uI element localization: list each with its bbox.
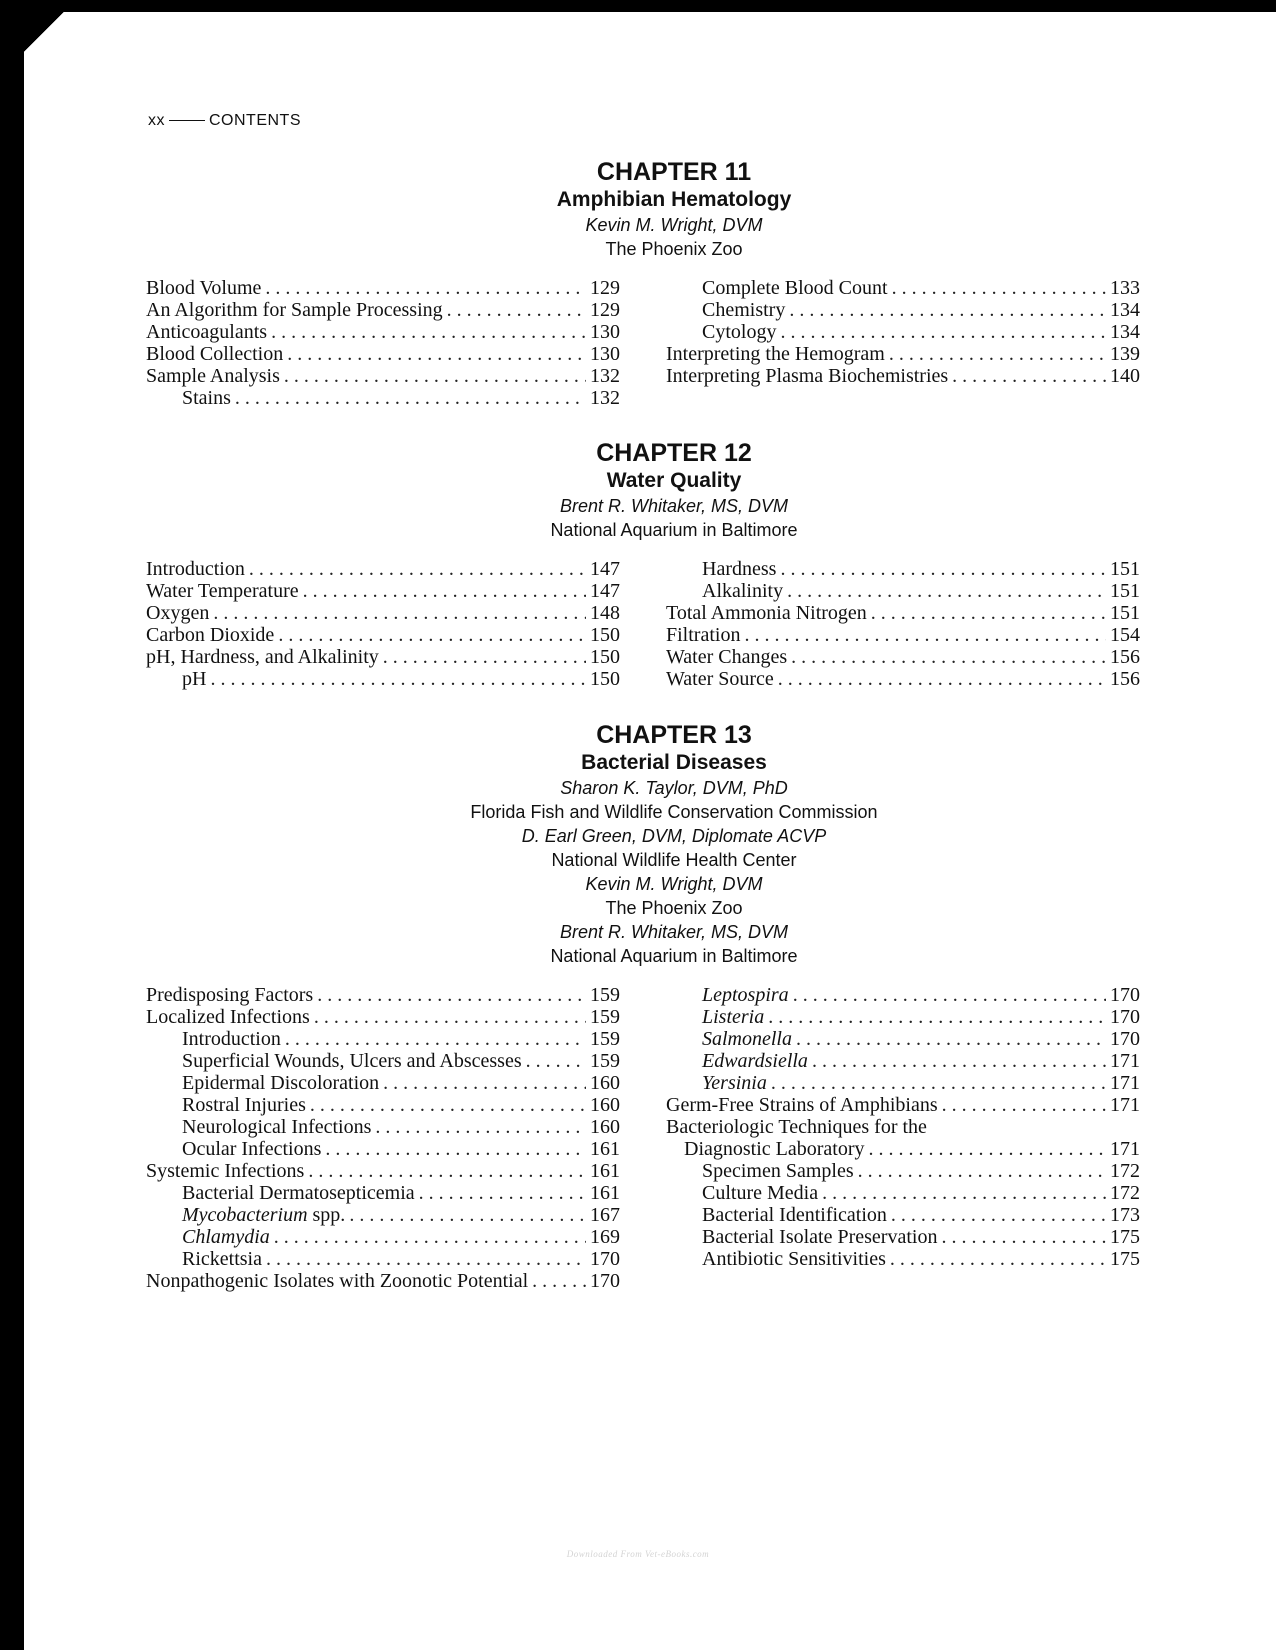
toc-entry-title: Localized Infections	[146, 1006, 310, 1028]
toc-entry	[666, 1050, 1140, 1072]
toc-entry-page: 159	[590, 1050, 620, 1072]
dot-leader	[791, 646, 1106, 668]
toc-entry-page: 129	[590, 299, 620, 321]
toc-entry-page: 140	[1110, 365, 1140, 387]
toc-entry-title: pH	[182, 668, 207, 690]
chapter-affiliation: National Wildlife Health Center	[551, 850, 797, 870]
toc-entry-title: pH, Hardness, and Alkalinity	[146, 646, 379, 668]
toc-entry	[146, 1028, 620, 1050]
toc-entry-title: Hardness	[702, 558, 777, 580]
toc-entry-title: Systemic Infections	[146, 1160, 305, 1182]
toc-entry-page: 134	[1110, 299, 1140, 321]
dot-leader	[383, 1072, 586, 1094]
toc-entry-page: 172	[1110, 1182, 1140, 1204]
toc-entry-page: 171	[1110, 1072, 1140, 1094]
chapter-header	[146, 438, 1202, 542]
toc-entry	[146, 1138, 620, 1160]
dot-leader	[793, 984, 1106, 1006]
toc-entry-page: 159	[590, 1028, 620, 1050]
toc-entry	[666, 558, 1140, 580]
toc-entry-page: 139	[1110, 343, 1140, 365]
running-head	[148, 112, 301, 130]
dot-leader	[778, 668, 1106, 690]
scan-border-top	[0, 0, 1276, 12]
dot-leader	[744, 624, 1106, 646]
dot-leader	[889, 343, 1106, 365]
toc-entry	[146, 668, 620, 690]
toc-entry-page: 170	[590, 1270, 620, 1292]
chapter-title: Bacterial Diseases	[581, 751, 767, 774]
toc-entry-page: 169	[590, 1226, 620, 1248]
toc-entry-title: Blood Collection	[146, 343, 284, 365]
toc-entry-title: Rickettsia	[182, 1248, 262, 1270]
chapter-author: Kevin M. Wright, DVM	[585, 215, 763, 235]
toc-entry-title: Alkalinity	[702, 580, 784, 602]
dot-leader	[869, 1138, 1107, 1160]
toc-entry-title: Water Changes	[666, 646, 788, 668]
toc-column-right	[666, 277, 1140, 387]
toc-entry-page: 134	[1110, 321, 1140, 343]
toc-entry-page: 150	[590, 624, 620, 646]
toc-entry-page: 170	[1110, 1006, 1140, 1028]
toc-entry-page: 150	[590, 646, 620, 668]
toc-entry-page: 175	[1110, 1248, 1140, 1270]
toc-entry-page: 130	[590, 343, 620, 365]
toc-entry-title: Superficial Wounds, Ulcers and Abscesses	[182, 1050, 522, 1072]
dot-leader	[858, 1160, 1106, 1182]
dot-leader	[532, 1270, 586, 1292]
dot-leader	[314, 1006, 586, 1028]
toc-entry-title: Anticoagulants	[146, 321, 268, 343]
toc-entry-page: 171	[1110, 1094, 1140, 1116]
toc-entry	[666, 1028, 1140, 1050]
toc-entry	[666, 1182, 1140, 1204]
chapter-affiliation: The Phoenix Zoo	[605, 898, 743, 918]
toc-entry-title: Bacterial Dermatosepticemia	[182, 1182, 415, 1204]
running-head-rule	[169, 120, 205, 121]
toc-entry	[666, 1248, 1140, 1270]
toc-column-left	[146, 558, 620, 690]
toc-entry	[146, 624, 620, 646]
toc-entry-title: Culture Media	[702, 1182, 819, 1204]
toc-entry-title: Filtration	[666, 624, 741, 646]
toc-entry-page: 160	[590, 1094, 620, 1116]
download-watermark: Downloaded From Vet-eBooks.com	[566, 1549, 710, 1559]
toc-column-right	[666, 558, 1140, 690]
dot-leader	[796, 1028, 1106, 1050]
toc-entry-page: 156	[1110, 646, 1140, 668]
toc-entry-page: 161	[590, 1138, 620, 1160]
chapter-affiliation: National Aquarium in Baltimore	[550, 520, 798, 540]
scan-border-left	[0, 0, 24, 1650]
section-label: CONTENTS	[209, 112, 301, 129]
toc-entries	[146, 984, 1202, 1292]
toc-entry	[666, 1138, 1140, 1160]
page-number: xx	[148, 112, 165, 129]
toc-entry-page: 170	[1110, 984, 1140, 1006]
toc-entry	[146, 1072, 620, 1094]
toc-entry	[146, 1270, 620, 1292]
toc-entry	[666, 646, 1140, 668]
toc-entries	[146, 277, 1202, 409]
toc-entry	[146, 365, 620, 387]
toc-entry	[666, 1072, 1140, 1094]
dot-leader	[890, 1248, 1106, 1270]
chapter-affiliation: Florida Fish and Wildlife Conservation Commission	[470, 802, 878, 822]
toc-entry-title: Water Source	[666, 668, 774, 690]
toc-entry-title: Salmonella	[702, 1028, 792, 1050]
toc-entry-title: Complete Blood Count	[702, 277, 888, 299]
toc-entry	[146, 277, 620, 299]
dot-leader	[419, 1182, 586, 1204]
toc-entry-title: Mycobacterium spp.	[182, 1204, 346, 1226]
toc-entry-page: 156	[1110, 668, 1140, 690]
toc-entry-title: Neurological Infections	[182, 1116, 372, 1138]
chapter-13	[146, 720, 1202, 1292]
toc-entry-page: 159	[590, 984, 620, 1006]
toc-entry-title: Nonpathogenic Isolates with Zoonotic Potential	[146, 1270, 529, 1292]
dot-leader	[780, 558, 1106, 580]
dot-leader	[812, 1050, 1106, 1072]
toc-entry-page: 170	[590, 1248, 620, 1270]
toc-entry-title: Cytology	[702, 321, 777, 343]
dot-leader	[789, 299, 1106, 321]
toc-entry	[146, 1094, 620, 1116]
toc-entry	[666, 580, 1140, 602]
toc-entry	[666, 1116, 1140, 1138]
toc-entry-page: 129	[590, 277, 620, 299]
dot-leader	[871, 602, 1106, 624]
toc-entry	[666, 277, 1140, 299]
toc-entry	[146, 602, 620, 624]
chapter-title: Water Quality	[606, 469, 742, 492]
toc-entry-page: 173	[1110, 1204, 1140, 1226]
toc-entry-title: Listeria	[702, 1006, 765, 1028]
toc-entry-page: 159	[590, 1006, 620, 1028]
toc-entry-title: Oxygen	[146, 602, 210, 624]
dot-leader	[213, 602, 586, 624]
chapter-number: CHAPTER 12	[596, 439, 752, 467]
toc-entry-title: An Algorithm for Sample Processing	[146, 299, 443, 321]
dot-leader	[266, 1248, 586, 1270]
toc-entry	[146, 1050, 620, 1072]
toc-entry	[146, 1226, 620, 1248]
toc-entry-title: Antibiotic Sensitivities	[702, 1248, 886, 1270]
dot-leader	[303, 580, 586, 602]
toc-entry-title: Chemistry	[702, 299, 786, 321]
toc-entry	[146, 299, 620, 321]
toc-entry	[146, 646, 620, 668]
chapter-11	[146, 157, 1202, 409]
toc-entry-title: Stains	[182, 387, 231, 409]
toc-entry	[666, 1006, 1140, 1028]
dot-leader	[325, 1138, 586, 1160]
toc-entry	[666, 984, 1140, 1006]
toc-entry	[146, 984, 620, 1006]
toc-entry	[666, 1226, 1140, 1248]
chapter-header	[146, 720, 1202, 968]
toc-entry	[146, 1248, 620, 1270]
chapter-header	[146, 157, 1202, 261]
toc-entry-page: 160	[590, 1072, 620, 1094]
toc-entry	[146, 1182, 620, 1204]
toc-entries	[146, 558, 1202, 690]
toc-entry	[146, 343, 620, 365]
toc-entry-title: Interpreting the Hemogram	[666, 343, 885, 365]
dot-leader	[235, 387, 586, 409]
toc-entry-page: 151	[1110, 558, 1140, 580]
toc-entry-page: 171	[1110, 1050, 1140, 1072]
toc-entry-title: Carbon Dioxide	[146, 624, 275, 646]
toc-entry-title: Rostral Injuries	[182, 1094, 306, 1116]
chapter-title: Amphibian Hematology	[556, 188, 792, 211]
dot-leader	[787, 580, 1106, 602]
toc-entry-title: Bacterial Isolate Preservation	[702, 1226, 938, 1248]
toc-entry-page: 167	[590, 1204, 620, 1226]
chapter-author: Sharon K. Taylor, DVM, PhD	[560, 778, 788, 798]
toc-entry-title: Interpreting Plasma Biochemistries	[666, 365, 949, 387]
toc-entry-title: Chlamydia	[182, 1226, 270, 1248]
toc-column-right	[666, 984, 1140, 1270]
dot-leader	[892, 277, 1106, 299]
dot-leader	[822, 1182, 1106, 1204]
toc-entry-page: 147	[590, 580, 620, 602]
chapter-author: Brent R. Whitaker, MS, DVM	[559, 496, 789, 516]
toc-entry-page: 161	[590, 1182, 620, 1204]
dot-leader	[317, 984, 586, 1006]
chapter-number: CHAPTER 13	[596, 721, 752, 749]
dot-leader	[310, 1094, 586, 1116]
toc-entry	[666, 299, 1140, 321]
chapter-author: Kevin M. Wright, DVM	[585, 874, 763, 894]
dot-leader	[768, 1006, 1106, 1028]
dot-leader	[285, 1028, 586, 1050]
toc-entry-title: Ocular Infections	[182, 1138, 322, 1160]
toc-entry-page: 132	[590, 365, 620, 387]
chapter-affiliation: National Aquarium in Baltimore	[550, 946, 798, 966]
toc-entry	[146, 1116, 620, 1138]
dot-leader	[274, 1226, 586, 1248]
dot-leader	[271, 321, 586, 343]
toc-entry-page: 154	[1110, 624, 1140, 646]
toc-entry	[146, 558, 620, 580]
toc-entry	[666, 1094, 1140, 1116]
chapter-author: D. Earl Green, DVM, Diplomate ACVP	[521, 826, 827, 846]
toc-entry-page: 171	[1110, 1138, 1140, 1160]
dot-leader	[308, 1160, 586, 1182]
dot-leader	[447, 299, 586, 321]
toc-column-left	[146, 277, 620, 409]
toc-entry	[666, 1160, 1140, 1182]
dot-leader	[780, 321, 1106, 343]
dot-leader	[375, 1116, 586, 1138]
toc-entry	[666, 624, 1140, 646]
dot-leader	[891, 1204, 1106, 1226]
dot-leader	[278, 624, 586, 646]
toc-entry-title: Introduction	[182, 1028, 281, 1050]
dot-leader	[210, 668, 586, 690]
dot-leader	[287, 343, 586, 365]
toc-entry-title: Germ-Free Strains of Amphibians	[666, 1094, 938, 1116]
toc-entry-page: 160	[590, 1116, 620, 1138]
dot-leader	[526, 1050, 586, 1072]
toc-entry-title: Diagnostic Laboratory	[684, 1138, 865, 1160]
toc-entry-page: 148	[590, 602, 620, 624]
dot-leader	[383, 646, 586, 668]
dot-leader	[284, 365, 586, 387]
toc-entry-title: Specimen Samples	[702, 1160, 854, 1182]
dot-leader	[265, 277, 586, 299]
toc-entry-title: Predisposing Factors	[146, 984, 314, 1006]
toc-entry-page: 161	[590, 1160, 620, 1182]
toc-entry-page: 172	[1110, 1160, 1140, 1182]
toc-entry-title: Water Temperature	[146, 580, 299, 602]
toc-entry	[666, 1204, 1140, 1226]
dot-leader	[249, 558, 586, 580]
dot-leader	[771, 1072, 1106, 1094]
toc-entry-title: Yersinia	[702, 1072, 767, 1094]
toc-entry-title: Sample Analysis	[146, 365, 280, 387]
chapter-affiliation: The Phoenix Zoo	[605, 239, 743, 259]
toc-entry	[146, 1006, 620, 1028]
toc-entry-page: 170	[1110, 1028, 1140, 1050]
toc-entry	[666, 668, 1140, 690]
chapter-author: Brent R. Whitaker, MS, DVM	[559, 922, 789, 942]
toc-entry-page: 175	[1110, 1226, 1140, 1248]
toc-entry	[146, 321, 620, 343]
toc-entry-title: Epidermal Discoloration	[182, 1072, 380, 1094]
toc-entry-page: 150	[590, 668, 620, 690]
chapter-12	[146, 438, 1202, 690]
toc-entry-page: 130	[590, 321, 620, 343]
toc-entry-title: Introduction	[146, 558, 245, 580]
toc-entry-title: Blood Volume	[146, 277, 262, 299]
toc-entry-page: 133	[1110, 277, 1140, 299]
dot-leader	[941, 1226, 1106, 1248]
toc-entry-title: Bacterial Identification	[702, 1204, 887, 1226]
toc-entry	[666, 602, 1140, 624]
toc-column-left	[146, 984, 620, 1292]
toc-entry-title: Leptospira	[702, 984, 789, 1006]
toc-entry-title: Edwardsiella	[702, 1050, 808, 1072]
toc-entry-page: 147	[590, 558, 620, 580]
toc-entry	[666, 365, 1140, 387]
toc-entry	[146, 387, 620, 409]
toc-entry-page: 151	[1110, 580, 1140, 602]
toc-entry-page: 151	[1110, 602, 1140, 624]
scan-corner	[24, 12, 64, 52]
dot-leader	[942, 1094, 1106, 1116]
toc-entry-title: Total Ammonia Nitrogen	[666, 602, 867, 624]
toc-entry	[146, 580, 620, 602]
dot-leader	[952, 365, 1106, 387]
toc-entry	[146, 1204, 620, 1226]
toc-entry	[666, 343, 1140, 365]
toc-entry-page: 132	[590, 387, 620, 409]
toc-entry	[666, 321, 1140, 343]
toc-entry-title: Bacteriologic Techniques for the	[666, 1116, 927, 1138]
chapter-number: CHAPTER 11	[596, 158, 752, 186]
dot-leader	[349, 1204, 586, 1226]
toc-entry	[146, 1160, 620, 1182]
